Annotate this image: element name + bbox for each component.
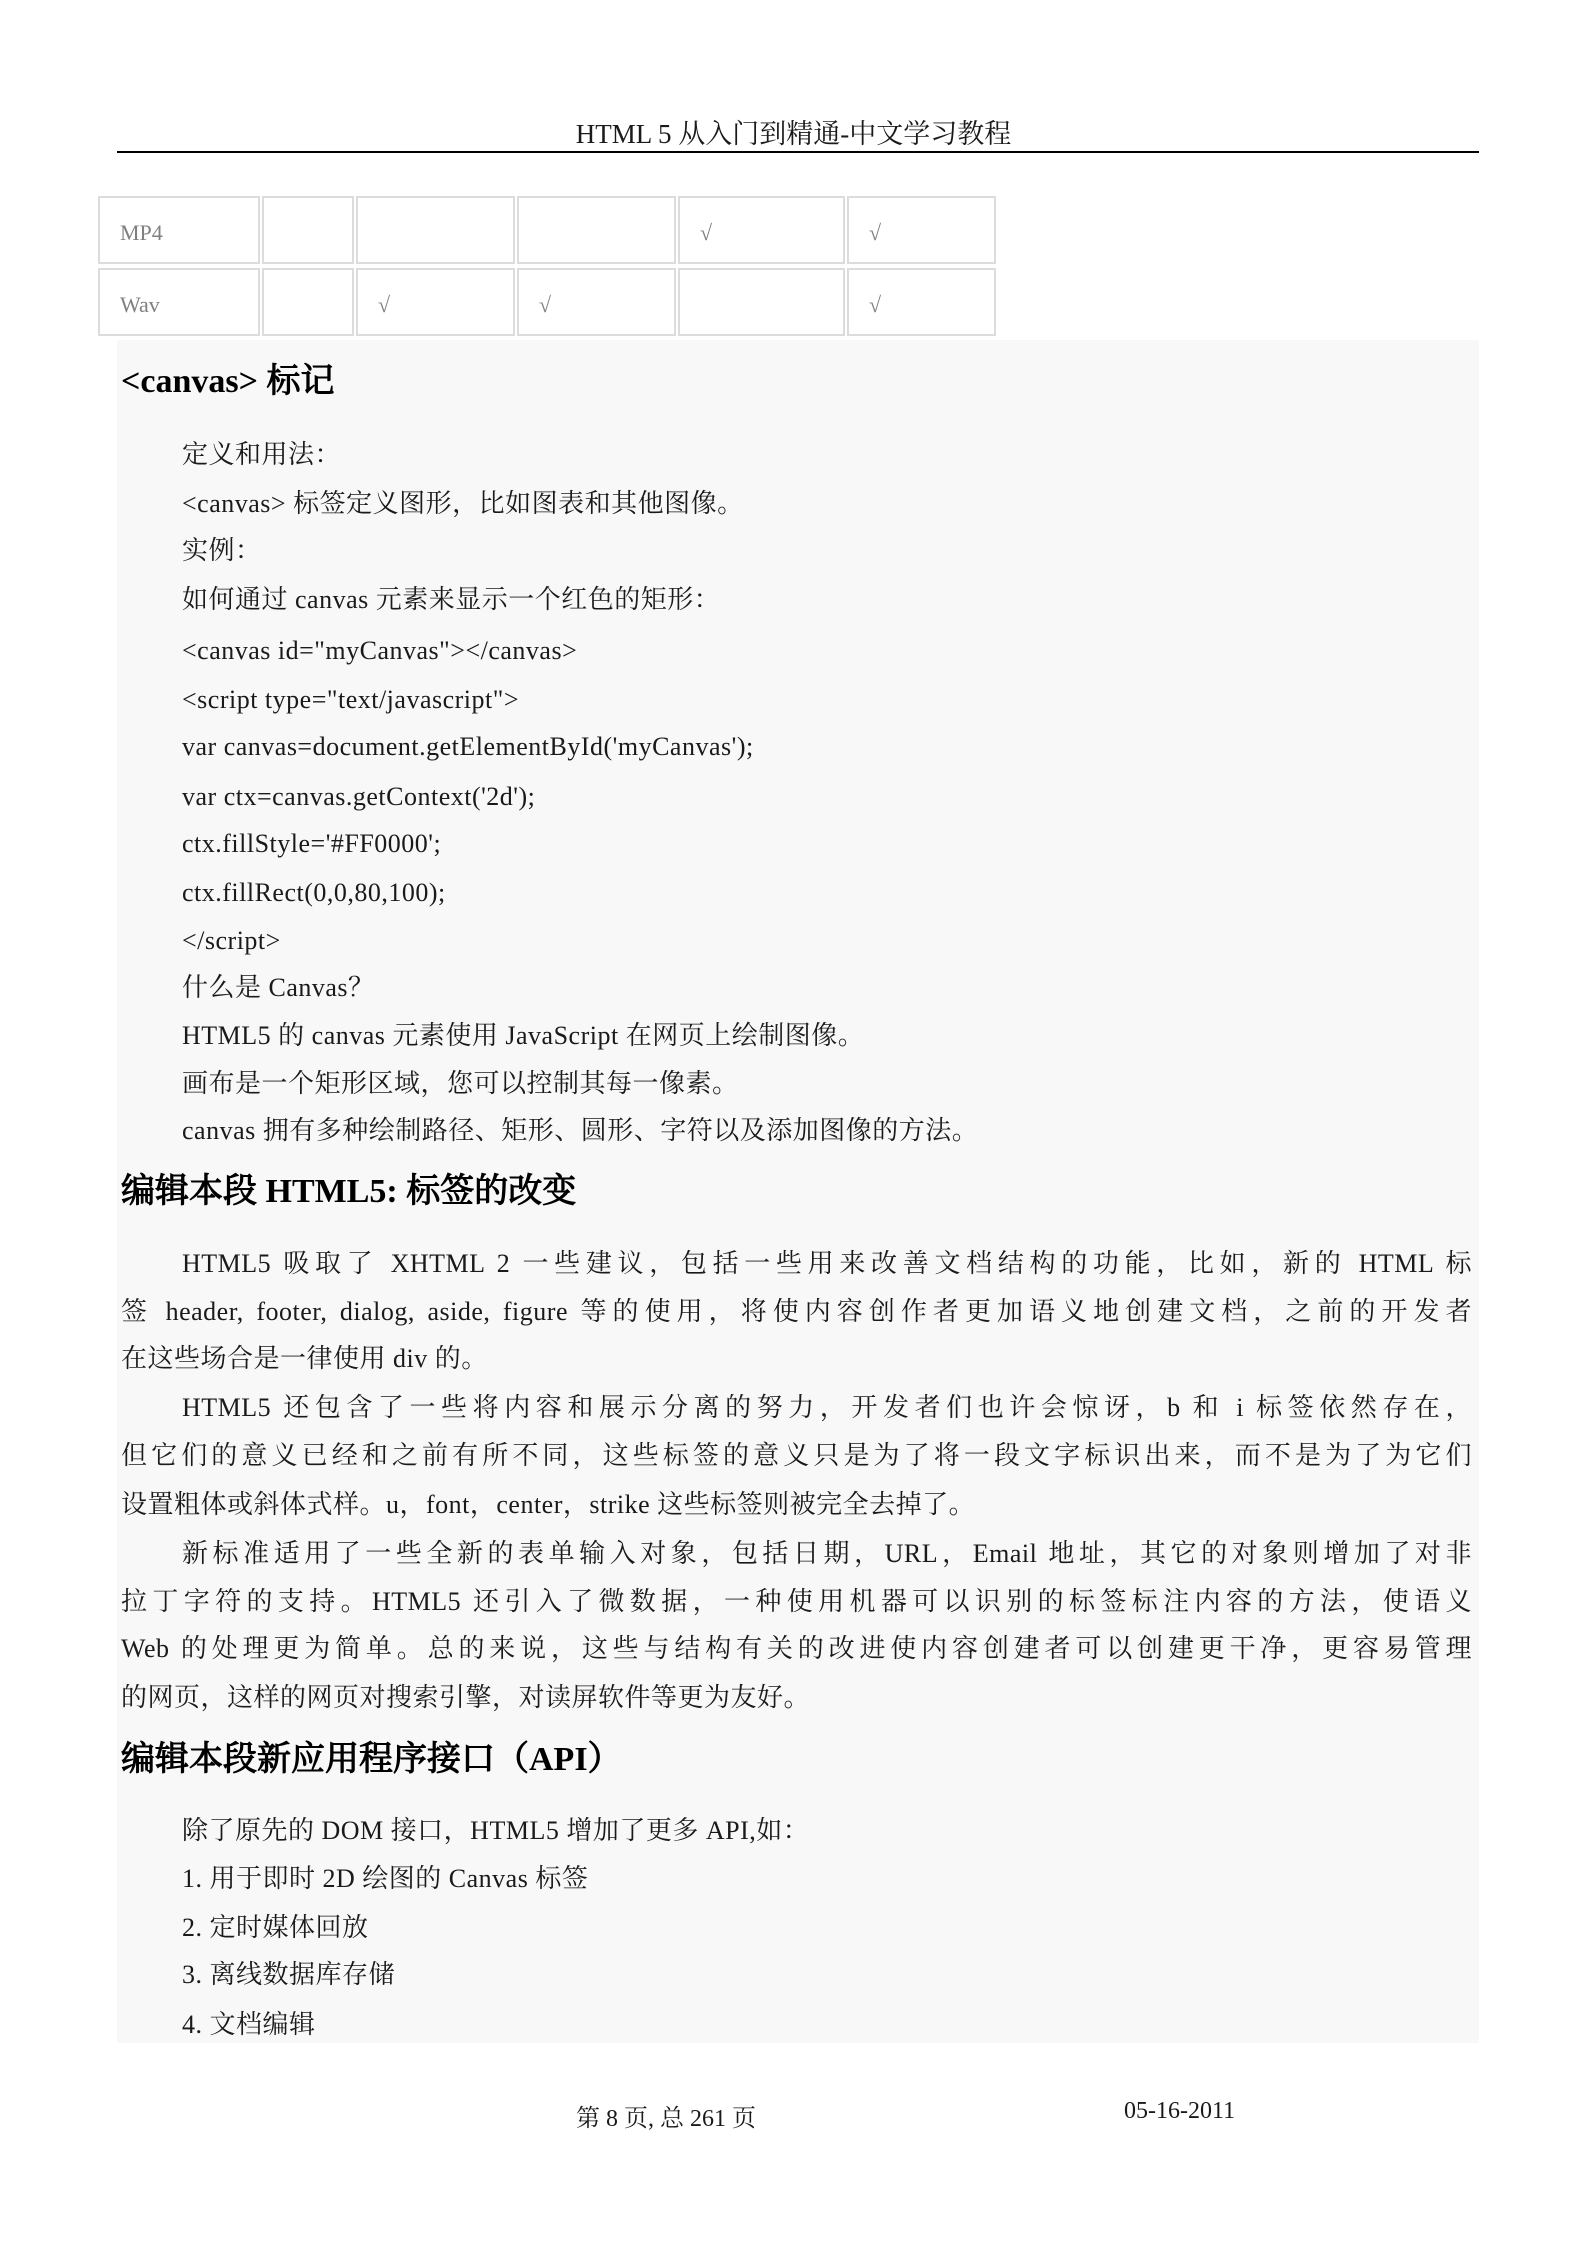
paragraph-line: 签 header, footer, dialog, aside, figure 等的使用，将使内容创作者更加语义地创建文档，之前的开发者 [121, 1297, 1472, 1326]
table-cell: √ [356, 268, 515, 336]
table-cell-label: MP4 [98, 196, 260, 264]
table-cell-label: Wav [98, 268, 260, 336]
text-line: canvas 拥有多种绘制路径、矩形、圆形、字符以及添加图像的方法。 [182, 1116, 979, 1145]
page-header-title: HTML 5 从入门到精通-中文学习教程 [575, 119, 1012, 149]
table-cell [356, 196, 515, 264]
text-line: <canvas> 标签定义图形，比如图表和其他图像。 [182, 489, 744, 518]
text-line: 定义和用法： [182, 440, 342, 469]
table-cell [517, 196, 676, 264]
table-cell [262, 196, 354, 264]
list-item: 2. 定时媒体回放 [182, 1913, 369, 1942]
paragraph-line: 但它们的意义已经和之前有所不同，这些标签的意义只是为了将一段文字标识出来，而不是为了为它们 [121, 1441, 1472, 1470]
section-heading-canvas: <canvas> 标记 [121, 363, 335, 400]
table-cell [678, 268, 845, 336]
text-line: HTML5 的 canvas 元素使用 JavaScript 在网页上绘制图像。 [182, 1021, 865, 1050]
code-line: <canvas id="myCanvas"></canvas> [182, 636, 578, 665]
table-cell: √ [847, 196, 996, 264]
list-item: 1. 用于即时 2D 绘图的 Canvas 标签 [182, 1864, 589, 1893]
table-cell: √ [847, 268, 996, 336]
section-heading-html5: 编辑本段 HTML5: 标签的改变 [121, 1173, 577, 1210]
paragraph-line: 的网页，这样的网页对搜索引擎，对读屏软件等更为友好。 [121, 1683, 811, 1712]
text-line: 实例： [182, 536, 262, 565]
paragraph-line: 新标准适用了一些全新的表单输入对象，包括日期，URL，Email 地址，其它的对象则增加了对非 [182, 1539, 1472, 1568]
table-cell [262, 268, 354, 336]
header-rule [117, 151, 1479, 153]
paragraph-line: HTML5 吸取了 XHTML 2 一些建议，包括一些用来改善文档结构的功能，比如，新的 HTML 标 [182, 1249, 1472, 1278]
code-line: <script type="text/javascript"> [182, 685, 520, 714]
paragraph-line: HTML5 还包含了一些将内容和展示分离的努力，开发者们也许会惊讶，b 和 i 标签依然存在， [182, 1393, 1472, 1422]
code-line: var canvas=document.getElementById('myCanvas'); [182, 732, 754, 761]
text-line: 除了原先的 DOM 接口，HTML5 增加了更多 API,如： [182, 1816, 810, 1845]
footer-date: 05-16-2011 [1124, 2098, 1236, 2124]
code-line: var ctx=canvas.getContext('2d'); [182, 782, 536, 811]
list-item: 3. 离线数据库存储 [182, 1960, 396, 1989]
code-line: ctx.fillRect(0,0,80,100); [182, 878, 446, 907]
paragraph-line: 拉丁字符的支持。HTML5 还引入了微数据，一种使用机器可以识别的标签标注内容的方法，使语义 [121, 1587, 1472, 1616]
text-line: 什么是 Canvas？ [182, 973, 375, 1002]
text-line: 画布是一个矩形区域，您可以控制其每一像素。 [182, 1069, 739, 1098]
page-number: 第 8 页, 总 261 页 [576, 2106, 756, 2132]
list-item: 4. 文档编辑 [182, 2010, 316, 2039]
table-cell: √ [517, 268, 676, 336]
code-line: ctx.fillStyle='#FF0000'; [182, 829, 442, 858]
section-heading-api: 编辑本段新应用程序接口（API） [121, 1741, 622, 1778]
paragraph-line: 在这些场合是一律使用 div 的。 [121, 1344, 488, 1373]
code-line: </script> [182, 926, 281, 955]
text-line: 如何通过 canvas 元素来显示一个红色的矩形： [182, 585, 721, 614]
table-cell: √ [678, 196, 845, 264]
paragraph-line: 设置粗体或斜体式样。u，font，center，strike 这些标签则被完全去掉了。 [121, 1490, 976, 1519]
paragraph-line: Web 的处理更为简单。总的来说，这些与结构有关的改进使内容创建者可以创建更干净，更容易管理 [121, 1634, 1472, 1663]
